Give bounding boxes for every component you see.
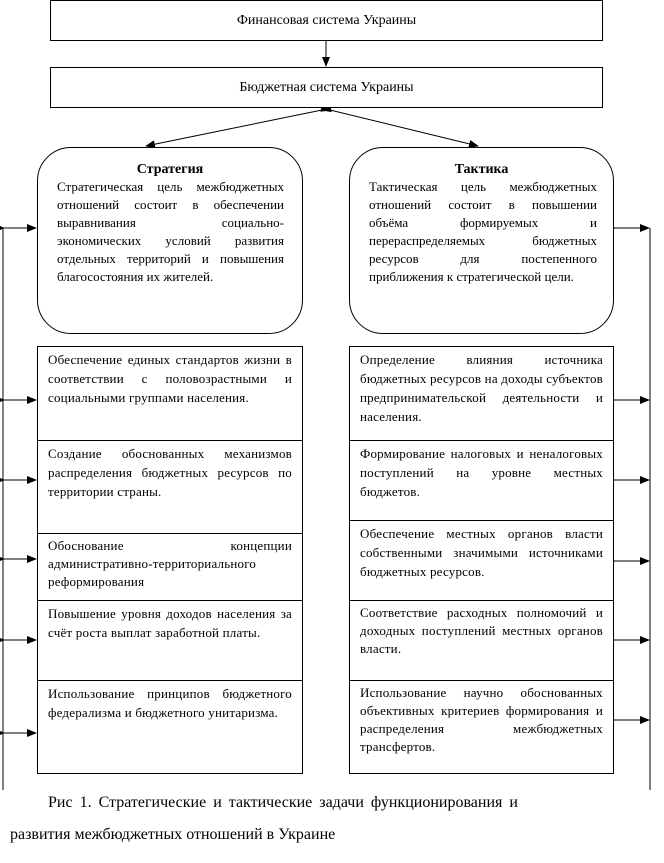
tactics-item bbox=[349, 440, 614, 521]
finance-system-box bbox=[50, 0, 603, 41]
strategy-item bbox=[37, 440, 303, 534]
tactics-item bbox=[349, 346, 614, 441]
strategy-item-text: Использование принципов бюджетного федерализма и бюджетного унитаризма. bbox=[48, 686, 292, 720]
arrow-budget-strategy bbox=[146, 110, 322, 146]
tactics-item-text: Соответствие расходных полномочий и доходных поступлений местных органов власти. bbox=[360, 605, 603, 656]
figure-caption-line1: Рис 1. Стратегические и тактические задачи функционирования и bbox=[48, 794, 518, 811]
arrow-budget-tactics bbox=[330, 110, 478, 146]
strategy-item-text: Обеспечение единых стандартов жизни в соответствии с половозрастными и социальными группами населения. bbox=[48, 352, 292, 405]
tactics-title: Тактика bbox=[454, 162, 509, 177]
finance-system-label: Финансовая система Украины bbox=[236, 12, 417, 28]
figure-caption-line2: развития межбюджетных отношений в Украине bbox=[10, 826, 336, 843]
tactics-item-text: Использование научно обоснованных объективных критериев формирования и распределения межбюджетных трансфертов. bbox=[360, 685, 603, 754]
tactics-item bbox=[349, 520, 614, 601]
tactics-item-text: Обеспечение местных органов власти собственными значимыми источниками бюджетных ресурсов. bbox=[360, 526, 603, 579]
right-double-arrows bbox=[615, 228, 649, 720]
strategy-item bbox=[37, 680, 303, 774]
strategy-item bbox=[37, 600, 303, 681]
tactics-item bbox=[349, 600, 614, 681]
strategy-item-text: Создание обоснованных механизмов распределения бюджетных ресурсов по территории страны. bbox=[48, 446, 292, 499]
strategy-title: Стратегия bbox=[136, 162, 204, 177]
budget-system-box bbox=[50, 67, 603, 108]
strategy-text: Стратегическая цель межбюджетных отношений состоит в обеспечении выравнивания социально-экономических условий развития отдельных территорий и повышения благосостояния их жителей. bbox=[57, 179, 284, 284]
left-double-arrows bbox=[4, 228, 36, 733]
strategy-item bbox=[37, 533, 303, 601]
tactics-box bbox=[349, 147, 614, 334]
strategy-item-text: Повышение уровня доходов населения за счёт роста выплат заработной платы. bbox=[48, 606, 292, 640]
strategy-item bbox=[37, 346, 303, 441]
tactics-item-text: Определение влияния источника бюджетных ресурсов на доходы субъектов предпринимательской деятельности и населения. bbox=[360, 352, 603, 424]
strategy-box bbox=[37, 147, 303, 334]
tactics-item-text: Формирование налоговых и неналоговых поступлений на уровне местных бюджетов. bbox=[360, 446, 603, 499]
strategy-item-text: Обоснование концепции административно-территориального реформирования bbox=[48, 538, 292, 589]
budget-system-label: Бюджетная система Украины bbox=[239, 79, 414, 95]
tactics-item bbox=[349, 680, 614, 774]
tactics-text: Тактическая цель межбюджетных отношений состоит в повышении объёма формируемых и перераспределяемых бюджетных ресурсов для постепенного приближения к стратегической цели. bbox=[369, 179, 597, 284]
